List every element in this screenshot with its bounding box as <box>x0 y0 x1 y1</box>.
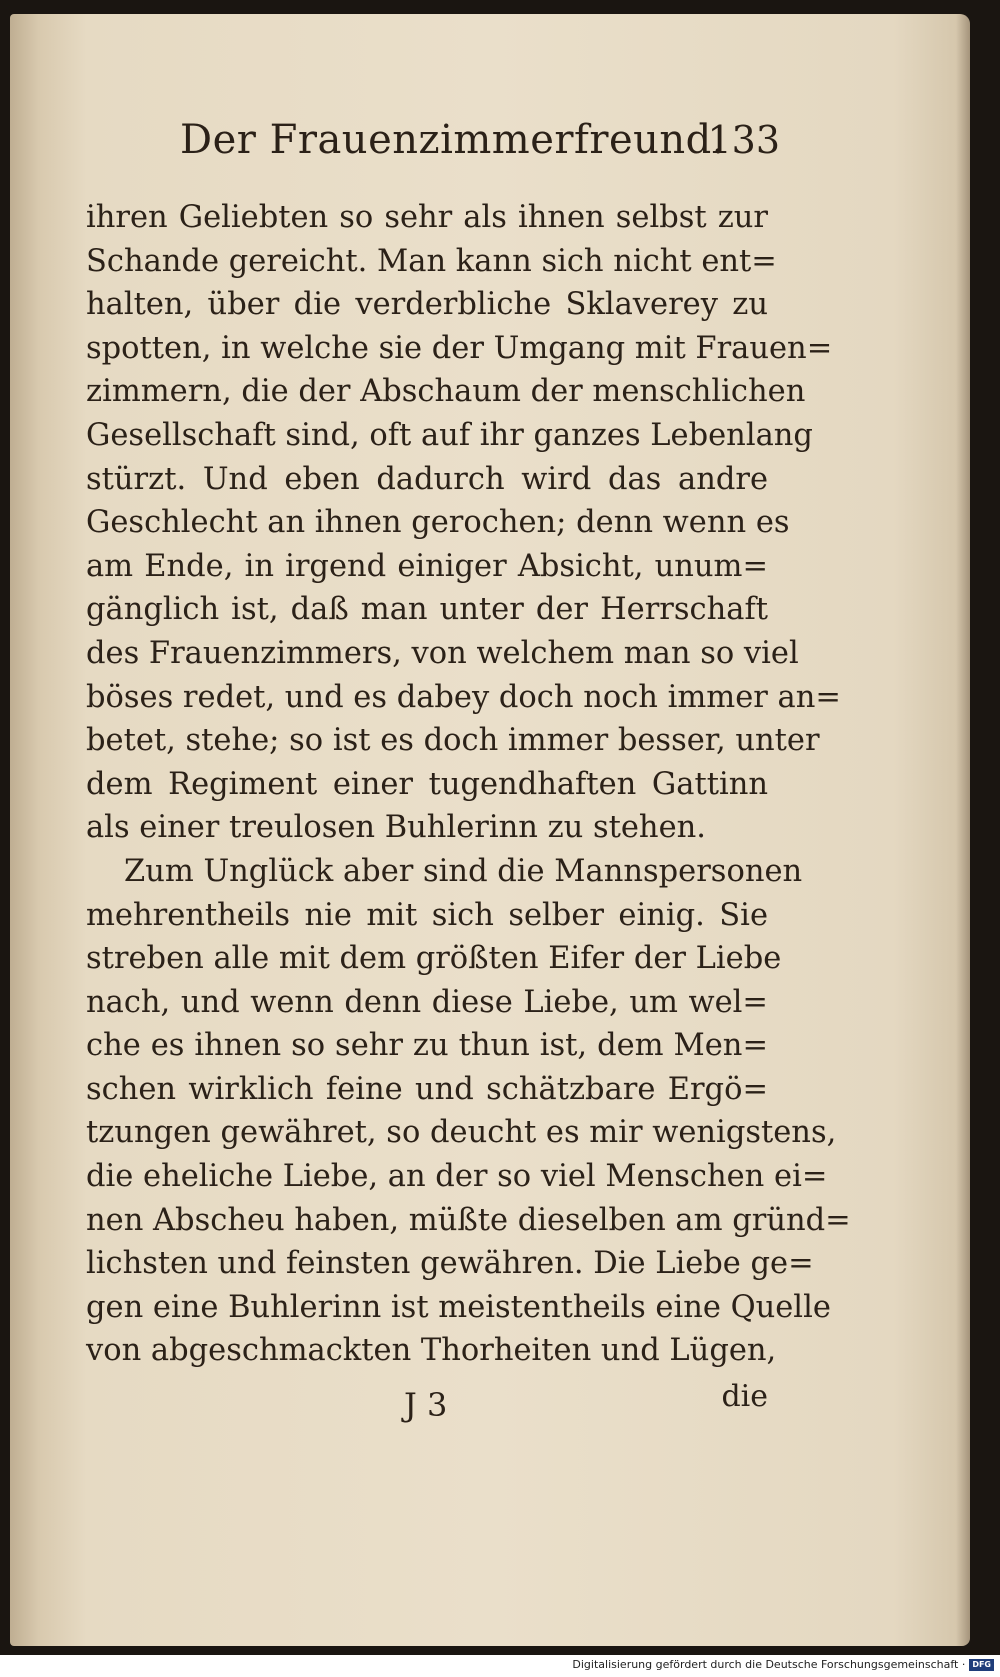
text-line: nach, und wenn denn diese Liebe, um wel= <box>86 984 768 1020</box>
text-line: gen eine Buhlerinn ist meistentheils eine Quelle <box>86 1289 831 1325</box>
signature-mark: J 3 <box>404 1386 448 1424</box>
credit-text: Digitalisierung gefördert durch die Deutsche Forschungsgemeinschaft · <box>572 1658 966 1671</box>
page-header <box>180 112 780 168</box>
page-edge-shadow <box>956 14 970 1646</box>
catchword: die <box>721 1379 768 1414</box>
text-line: Gesellschaft sind, oft auf ihr ganzes Lebenlang <box>86 417 813 453</box>
text-line: spotten, in welche sie der Umgang mit Frauen= <box>86 330 833 366</box>
text-line: die eheliche Liebe, an der so viel Menschen ei= <box>86 1159 828 1195</box>
text-line: Schande gereicht. Man kann sich nicht ent= <box>86 243 777 279</box>
page-number: 133 <box>707 118 780 162</box>
text-line: stürzt. Und eben dadurch wird das andre <box>86 461 768 497</box>
text-line: am Ende, in irgend einiger Absicht, unum= <box>86 548 768 584</box>
text-line: tzungen gewähret, so deucht es mir wenigstens, <box>86 1115 837 1151</box>
text-line: des Frauenzimmers, von welchem man so viel <box>86 635 799 671</box>
running-title: Der Frauenzimmerfreund. <box>180 117 725 163</box>
text-line: Geschlecht an ihnen gerochen; denn wenn es <box>86 505 790 541</box>
text-line: böses redet, und es dabey doch noch immer an= <box>86 679 841 715</box>
text-line: ihren Geliebten so sehr als ihnen selbst zur <box>86 200 768 235</box>
text-line: schen wirklich feine und schätzbare Ergö= <box>86 1071 768 1107</box>
text-line: che es ihnen so sehr zu thun ist, dem Men= <box>86 1028 768 1064</box>
text-line: lichsten und feinsten gewähren. Die Liebe ge= <box>86 1246 814 1282</box>
dfg-logo: DFG <box>969 1659 994 1671</box>
text-line: gänglich ist, daß man unter der Herrschaft <box>86 592 768 628</box>
text-line: von abgeschmackten Thorheiten und Lügen, <box>86 1333 777 1369</box>
text-line: betet, stehe; so ist es doch immer besser, unter <box>86 723 820 759</box>
text-line: als einer treulosen Buhlerinn zu stehen. <box>86 810 706 846</box>
text-line: nen Abscheu haben, müßte dieselben am gründ= <box>86 1202 851 1238</box>
body-text <box>86 196 851 1373</box>
text-line: zimmern, die der Abschaum der menschlichen <box>86 374 806 410</box>
page-footer <box>86 1380 768 1430</box>
text-line: halten, über die verderbliche Sklaverey zu <box>86 287 768 323</box>
text-line: Zum Unglück aber sind die Mannspersonen <box>124 853 803 889</box>
digitization-credit <box>572 1655 994 1675</box>
text-line: dem Regiment einer tugendhaften Gattinn <box>86 766 768 802</box>
text-line: streben alle mit dem größten Eifer der Liebe <box>86 941 782 977</box>
text-line: mehrentheils nie mit sich selber einig. Sie <box>86 897 768 933</box>
